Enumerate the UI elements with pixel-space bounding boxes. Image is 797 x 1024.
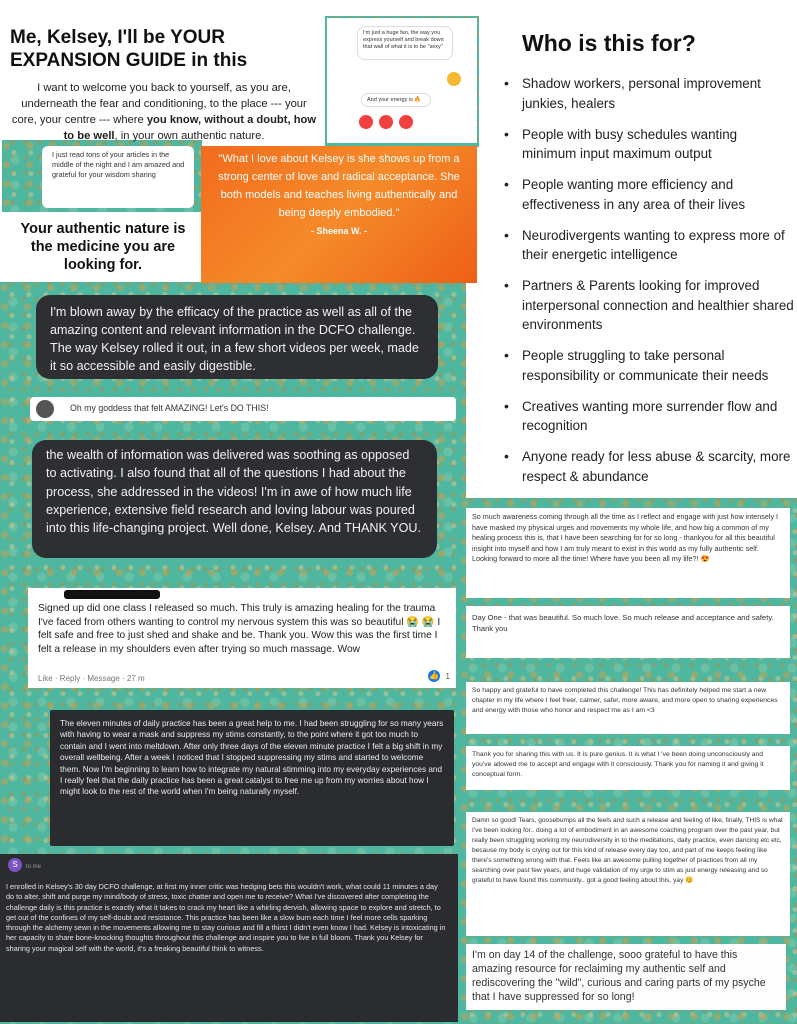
facebook-comment [28, 588, 456, 688]
who-item: • Creatives wanting more surrender flow and recognition [504, 397, 794, 436]
testimonial-day-14: I'm on day 14 of the challenge, sooo grateful to have this amazing resource for reclaiming my authentic self and rediscovering the "wild", curious and caring parts of my psyche that I have suppressed for so long! [466, 944, 786, 1010]
email-testimonial [0, 854, 458, 1022]
emoji-heart-eyes-icon [359, 115, 373, 129]
comment-text: Oh my goddess that felt AMAZING! Let's DO THIS! [70, 403, 269, 413]
email-body: I enrolled in Kelsey's 30 day DCFO challenge, at first my inner critic was hedging bets this wouldn't work, what could 11 minutes a day do to alter, shift and purge my mind/body of stress, toxic chatter and open me to receive? What I've discovered after completing the challenge daily is this practice is exactly what it takes to crack my heart like a whirling dervish, allowing space to explore and stretch, to get out of the confines of my self-doubt and resistance. This practice has been like a slow burn each time I feel more cells sparking through the alchemy sewn in the movements allowing me to stay curious and fill a thirst I didn't even know I had. Kelsey is intoxicating in her capacity to share bone-knocking thoughts throughout this challenge and inspire you to live in full bloom. Thank you Kelsey for sharing your magical self with the world, it's a freaking beautiful think to witness. [6, 882, 446, 953]
who-list [504, 74, 794, 498]
testimonial-awareness: So much awareness coming through all the time as I reflect and engage with just how intensely I have masked my physical urges and movements my whole life, and how big a common of my healing process this is, that I have been searching for for so long - thankyou for all this beautiful insight into myself and how I am truly meant to exist in this world as my fully authentic self. Looking forward to more all the time! Where have you been all my life?! 😍 [466, 508, 790, 598]
like-icon: 👍 [429, 671, 439, 680]
chat-bubble-fan: I'm just a huge fan, the way you express yourself and break down that wall of what it is to be "sexy" [357, 26, 453, 60]
email-recipient: to me [26, 864, 42, 870]
emoji-heart-eyes-icon [379, 115, 393, 129]
testimonial-damn-so-good: Damn so good! Tears, goosebumps all the feels and such a release and feeling of like, finally, THIS is what I've been looking for.. doing a lot of embodiment in an awesome coaching program over the past year, but really been struggling working my neurodiversity in to the meditations, daily practice, even dancing etc etc, because my body is crying out for this kind of release every day too, and part of me keeps feeling like there's something wrong with that. Feels like an awesome pulling together of practices from all my searching over past few years, and huge validation of my urge to stim as just energy releasing and so grateful to have found this community.. got a good feeling about this, yay 😊 [466, 812, 790, 936]
testimonial-completed-challenge: So happy and grateful to have completed this challenge! This has definitely helped me start a new chapter in my life where I feel freer, calmer, safer, more aware, and more open to sharing experiences and energy with those who honor and respect me as I am <3 [466, 682, 790, 734]
quote-card: I just read tons of your articles in the middle of the night and I am amazed and grateful for your wisdom sharing [42, 146, 194, 208]
comment-row [30, 397, 456, 421]
hero-body-bold: you know, without a doubt, how to be well [63, 114, 317, 142]
chat-screenshot [327, 18, 477, 143]
testimonial-wealth-of-information: the wealth of information was delivered was soothing as opposed to activating. I also found that all of the questions I had about the process, she addressed in the videos! I'm in awe of how much life experience, extensive field research and loving labour was poured into this life-changing project. Well done, Kelsey. And THANK YOU. [32, 440, 437, 558]
comment-actions[interactable]: Like · Reply · Message · 27 m [38, 673, 145, 683]
who-item: • Neurodivergents wanting to express more of their energetic intelligence [504, 226, 794, 265]
who-item: • People with busy schedules wanting minimum input maximum output [504, 125, 794, 164]
facebook-comment-text: Signed up did one class I released so much. This truly is amazing healing for the trauma I've faced from others wanting to control my nervous system this was so beautiful 😭 😭 I felt safe and free to just shed and shake and be. Thank you. Wow this was the first time I felt a release in my shoulders even after trying so much massage. Wow [38, 603, 441, 655]
testimonial-dcfo-efficacy: I'm blown away by the efficacy of the practice as well as all of the amazing content and relevant information in the DCFO challenge. The way Kelsey rolled it out, in a few short videos per week, made it so accessible and easily digestible. [36, 295, 438, 379]
like-count: 1 [445, 671, 450, 681]
orange-testimonial [201, 146, 477, 283]
chat-bubble-energy: And your energy is 🔥 [361, 93, 431, 107]
who-item: • Anyone ready for less abuse & scarcity, more respect & abundance [504, 447, 794, 486]
who-item: • Partners & Parents looking for improved interpersonal connection and healthier shared environments [504, 276, 794, 335]
avatar [36, 400, 54, 418]
testimonial-eleven-minutes: The eleven minutes of daily practice has been a great help to me. I had been struggling for so many years with having to wear a mask and suppress my stims constantly, to the point where it got too much to contain and I went into meltdown. After only three days of the eleven minute practice I felt a big shift in my overall wellbeing. After a week I noticed that I stopped suppressing my stims and started to welcome them. Now I'm beginning to learn how to integrate my natural stimming into my everyday experiences and I really feel that the daily practice has been a great catalyst to free me up from my worries about how I might look to the rest of the world when I'm being naturally myself. [50, 710, 454, 846]
hero-body-text: I want to welcome you back to yourself, as you are, underneath the fear and conditioning, to the place --- your core, your centre --- where [11, 82, 307, 126]
hero-title: Me, Kelsey, I'll be YOUR EXPANSION GUIDE in this [10, 27, 248, 71]
testimonial-pure-genius: Thank you for sharing this with us. It is pure genius. It is what I 've been doing unconsciously and you've allowed me to accept and engage with it consciously. Thank you for naming it and giving it conceptual form. [466, 746, 790, 790]
who-item: • People struggling to take personal responsibility or communicate their needs [504, 346, 794, 385]
emoji-smile-icon [447, 72, 461, 86]
who-item: • People wanting more efficiency and effectiveness in any area of their lives [504, 175, 794, 214]
orange-author: - Sheena W. - [310, 226, 367, 236]
hero-body-text-end: , in your own authentic nature. [114, 130, 265, 142]
hero-body [8, 80, 320, 144]
avatar: S [8, 858, 22, 872]
who-item: • Shadow workers, personal improvement junkies, healers [504, 74, 794, 113]
testimonial-day-one: Day One - that was beautiful. So much love. So much release and acceptance and safety. Thank you [466, 606, 790, 658]
redacted-name [64, 590, 160, 599]
orange-quote: "What I love about Kelsey is she shows up from a strong center of love and radical acceptance. She both models and teaches living authentically and being deeply embodied." [218, 153, 460, 219]
who-title: Who is this for? [522, 30, 696, 56]
medicine-statement: Your authentic nature is the medicine you are looking for. [20, 221, 186, 273]
emoji-heart-eyes-icon [399, 115, 413, 129]
